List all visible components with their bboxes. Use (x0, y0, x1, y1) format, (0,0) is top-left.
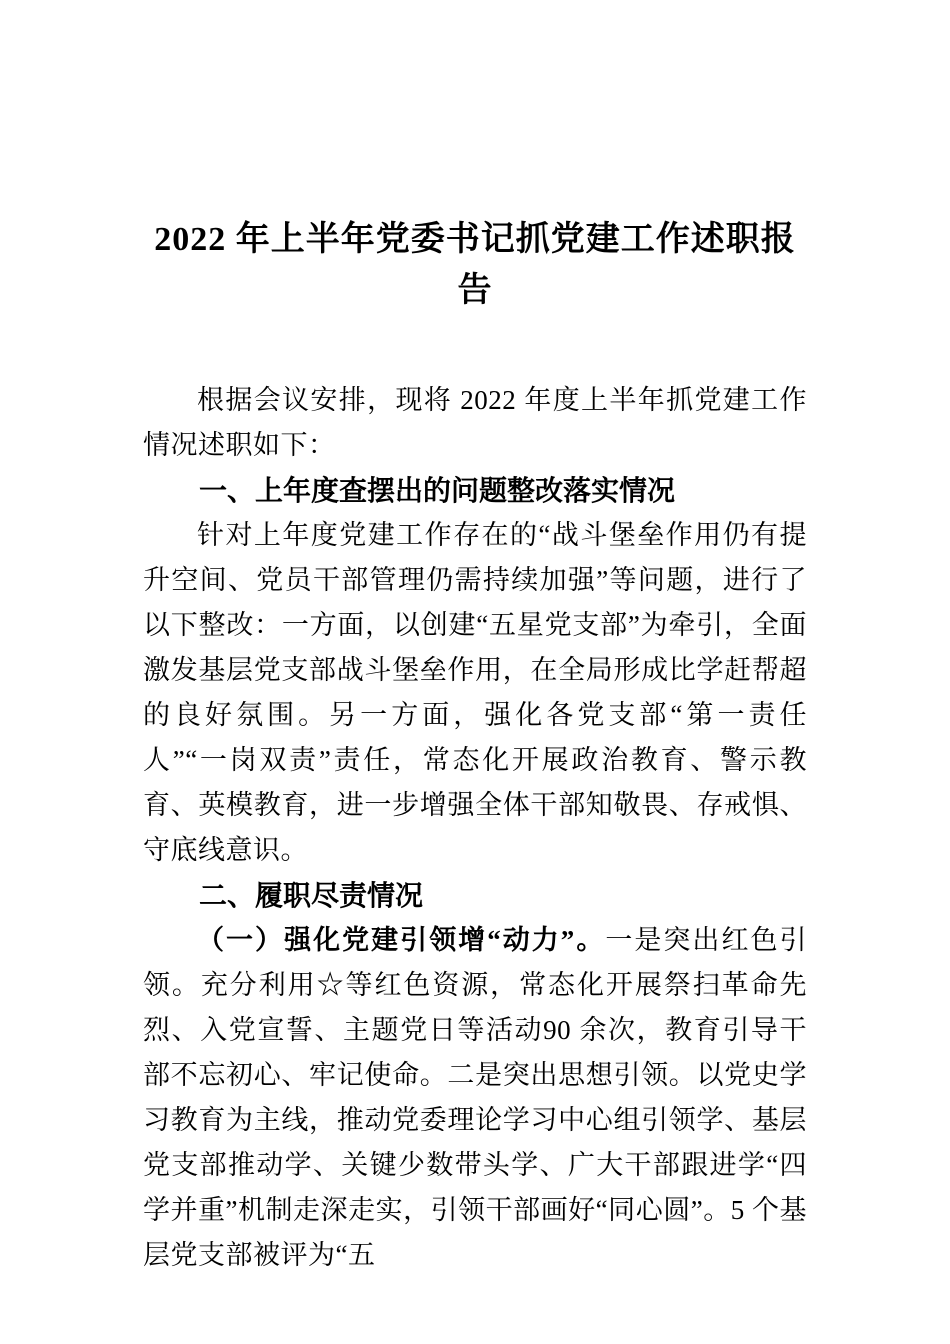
title-spacer (143, 316, 807, 378)
section-2-paragraph (143, 918, 807, 1278)
document-title: 2022 年上半年党委书记抓党建工作述职报告 (154, 221, 796, 309)
section-2-lead-bold: （一）强化党建引领增“动力”。 (197, 925, 606, 955)
section-heading-2: 二、履职尽责情况 (199, 880, 424, 911)
section-2-body-text: 一是突出红色引领。充分利用☆等红色资源，常态化开展祭扫革命先烈、入党宣誓、主题党日等活动90 余次，教育引导干部不忘初心、牢记使命。二是突出思想引领。以党史学习教育为主线，推动党委理论学习中心组引领学、基层党支部推动学、关键少数带头学、广大干部跟进学“四学并重”机制走深走实，引领干部画好“同心圆”。5 个基层党支部被评为“五 (143, 925, 808, 1270)
intro-paragraph: 根据会议安排，现将 2022 年度上半年抓党建工作情况述职如下： (143, 385, 807, 460)
section-heading-1: 一、上年度查摆出的问题整改落实情况 (199, 475, 676, 506)
section-1-paragraph: 针对上年度党建工作存在的“战斗堡垒作用仍有提升空间、党员干部管理仍需持续加强”等问题，进行了以下整改：一方面，以创建“五星党支部”为牵引，全面激发基层党支部战斗堡垒作用，在全局形成比学赶帮超的良好氛围。另一方面，强化各党支部“第一责任人”“一岗双责”责任，常态化开展政治教育、警示教育、英模教育，进一步增强全体干部知敬畏、存戒惧、守底线意识。 (143, 520, 807, 865)
document-content (143, 0, 807, 1278)
